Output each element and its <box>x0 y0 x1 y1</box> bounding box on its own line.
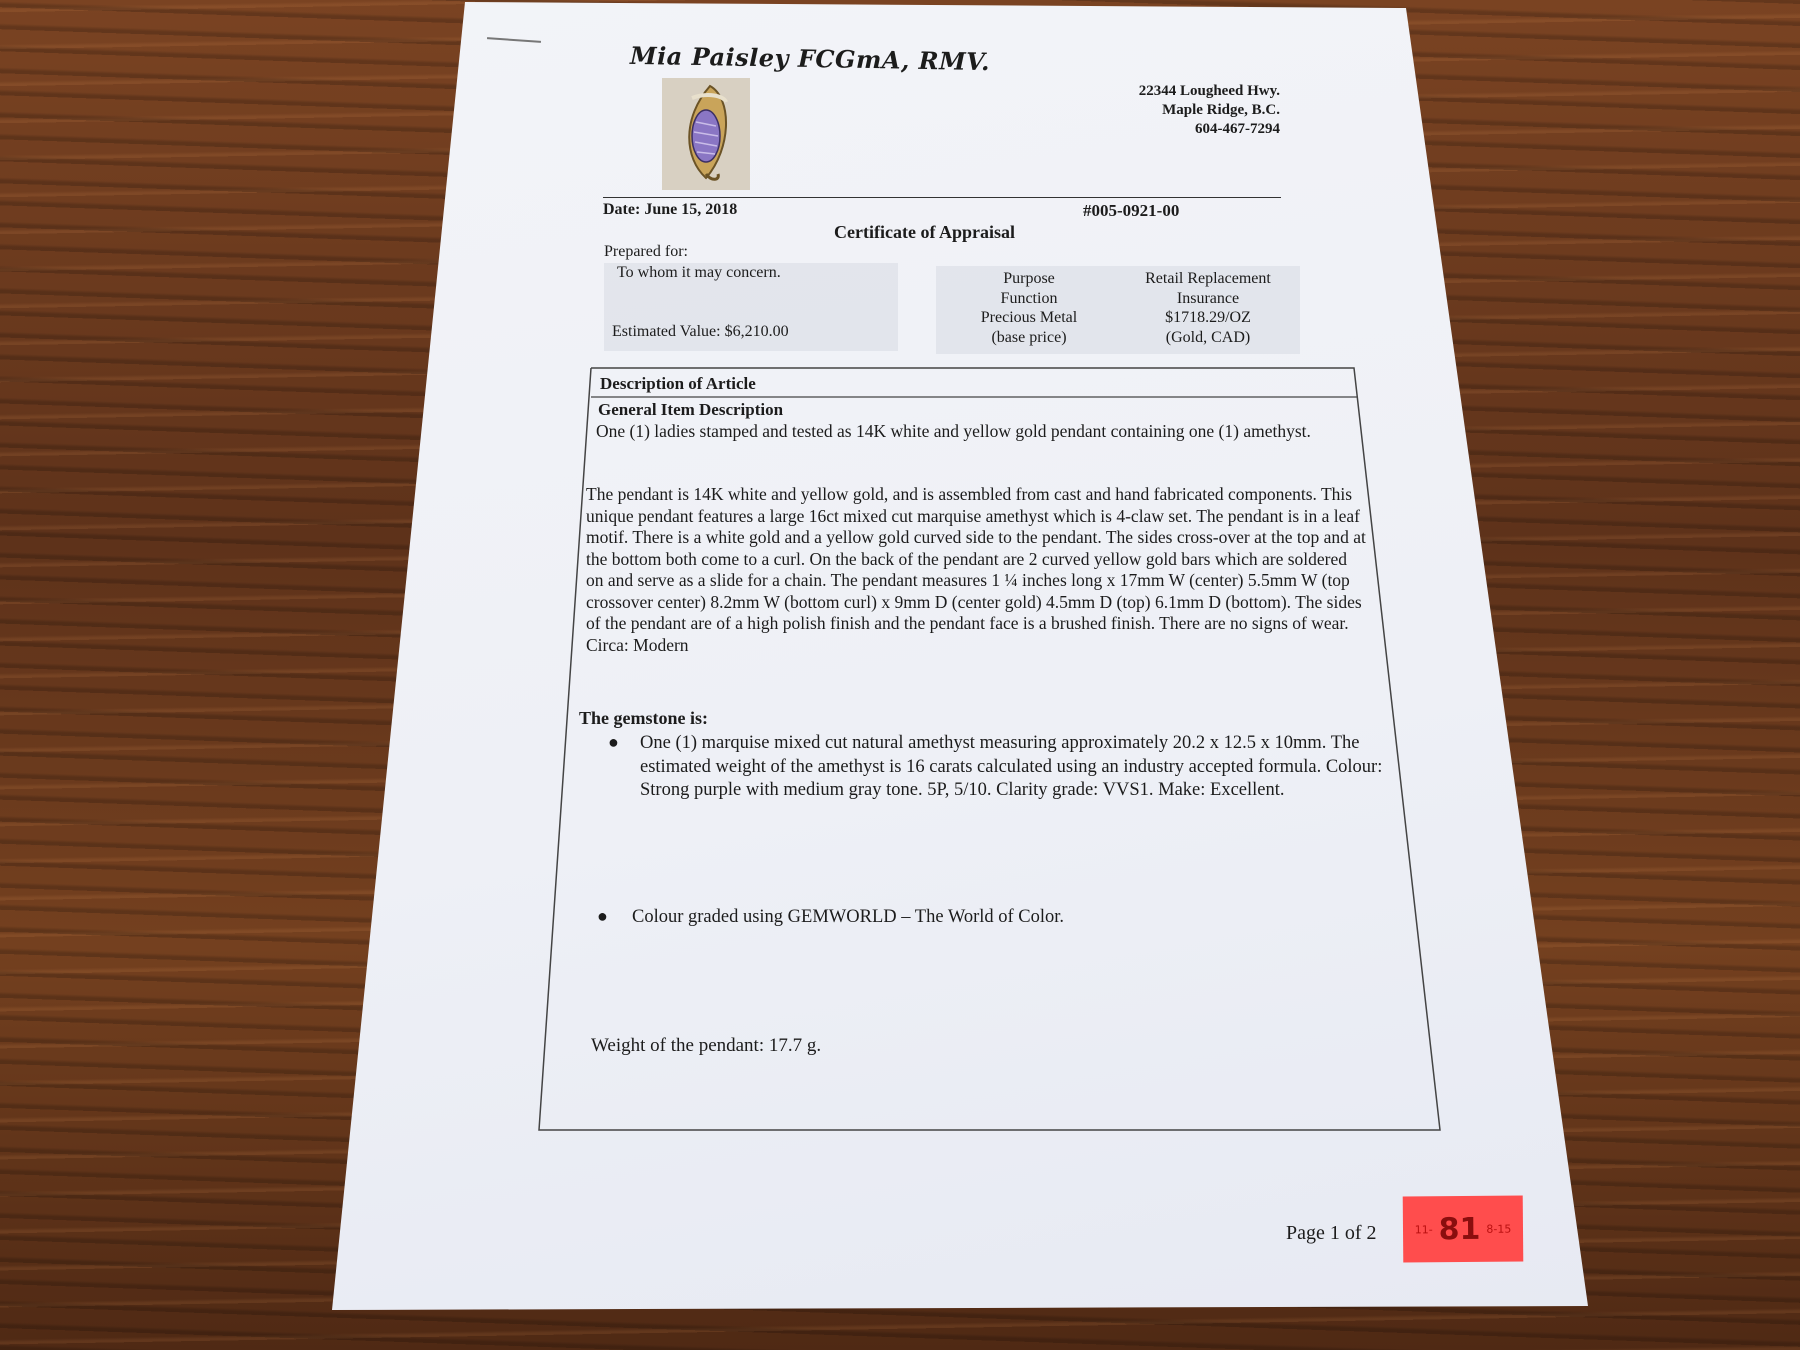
pendant-weight: Weight of the pendant: 17.7 g. <box>591 1035 822 1056</box>
address-line: 604-467-7294 <box>1195 121 1280 137</box>
metal-price-value: $1718.29/OZ <box>1165 309 1251 326</box>
function-value: Insurance <box>1176 289 1240 307</box>
address-line: Maple Ridge, B.C. <box>1162 102 1280 118</box>
description-heading: Description of Article <box>600 374 756 393</box>
page-number: Page 1 of 2 <box>1286 1222 1377 1244</box>
function-label: Function <box>1000 289 1058 307</box>
estimated-value: Estimated Value: $6,210.00 <box>612 323 789 340</box>
detail-description-text: The pendant is 14K white and yellow gold, and is assembled from cast and hand fabricated components. This unique pendant features a large 16ct mixed cut marquise amethyst which is 4-claw set. The pendant is in a leaf motif. There is a white gold and a yellow gold curved side to the pendant. The sides cross-over at the top and at the bottom both come to a curl. On the back of the pendant are 2 curved yellow gold bars which are soldered on and serve as a slide for a chain. The pendant measures 1 ¼ inches long x 17mm W (center) 5.5mm W (top crossover center) 8.2mm W (bottom curl) x 9mm D (center gold) 4.5mm D (top) 6.1mm D (bottom). The sides of the pendant are of a high polish finish and the pendant face is a brushed finish. There are no signs of wear. Circa: Modern <box>586 484 1366 655</box>
appraisal-date: Date: June 15, 2018 <box>603 201 738 218</box>
prepared-for-label: Prepared for: <box>604 243 688 260</box>
appraiser-logo: Mia Paisley FCGmA, RMV. <box>629 40 991 77</box>
general-description-text: One (1) ladies stamped and tested as 14K white and yellow gold pendant containing one (1) amethyst. <box>596 421 1311 441</box>
price-sticker <box>1403 1195 1524 1262</box>
sticker-left-text: 11- <box>1414 1222 1433 1236</box>
address-line: 22344 Lougheed Hwy. <box>1138 83 1280 99</box>
metal-type-value: (Gold, CAD) <box>1165 328 1251 346</box>
purpose-value: Retail Replacement <box>1145 270 1271 287</box>
gemstone-heading: The gemstone is: <box>579 708 708 728</box>
bullet-icon: ● <box>597 906 608 926</box>
bullet-icon: ● <box>608 732 619 752</box>
colour-grading-bullet: Colour graded using GEMWORLD – The World of Color. <box>632 907 1065 927</box>
base-price-label: (base price) <box>991 328 1067 346</box>
gemstone-bullet: One (1) marquise mixed cut natural amethyst measuring approximately 20.2 x 12.5 x 10mm. The estimated weight of the amethyst is 16 carats calculated using an industry accepted formula. Colour: Strong purple with medium gray tone. 5P, 5/10. Clarity grade: VVS1. Make: Excellent. <box>640 733 1383 800</box>
general-description-heading: General Item Description <box>598 400 784 419</box>
precious-metal-label: Precious Metal <box>980 309 1078 326</box>
purpose-label: Purpose <box>1003 270 1055 287</box>
certificate-title: Certificate of Appraisal <box>834 222 1015 242</box>
sticker-right-text: 8-15 <box>1486 1222 1512 1236</box>
prepared-for-recipient: To whom it may concern. <box>617 264 781 281</box>
certificate-number: #005-0921-00 <box>1083 201 1180 220</box>
sticker-main-number: 81 <box>1438 1211 1481 1247</box>
